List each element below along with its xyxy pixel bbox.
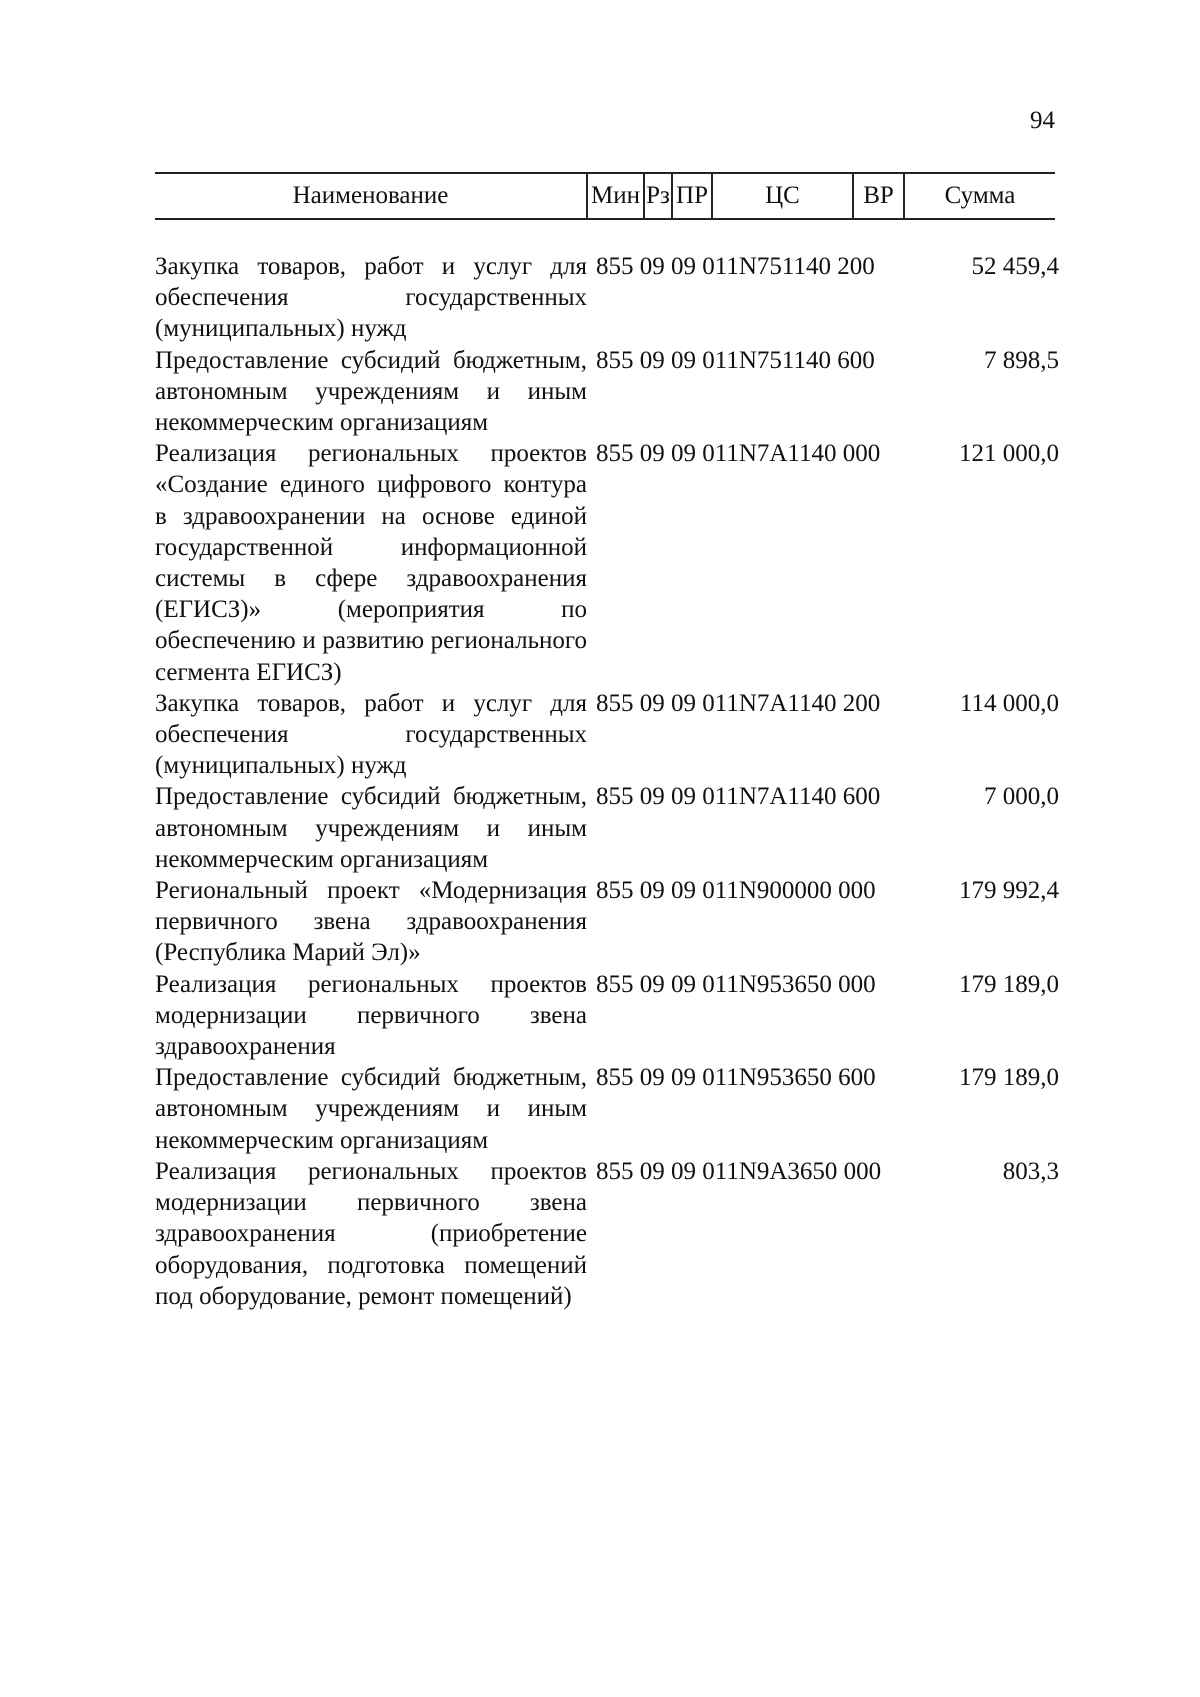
- row-name: Реализация региональных проектов модернизации первичного звена здравоохранения (приобретение оборудования, подготовка помещений под оборудование, ремонт помещений): [155, 1157, 587, 1310]
- table-row: [155, 688, 1065, 782]
- budget-table-body: [155, 251, 1065, 1312]
- header-cs: ЦС: [765, 182, 800, 209]
- row-name: Предоставление субсидий бюджетным, автономным учреждениям и иным некоммерческим организациям: [155, 1064, 587, 1154]
- table-row: [155, 1156, 1065, 1312]
- row-codes: 855 09 09 011N7A1140 200: [596, 689, 881, 717]
- header-rz: Рз: [646, 182, 670, 209]
- row-amount: 179 189,0: [959, 1064, 1059, 1092]
- header-min: Мин: [591, 182, 640, 209]
- row-name: Закупка товаров, работ и услуг для обеспечения государственных (муниципальных) нужд: [155, 253, 587, 343]
- page-number: 94: [1030, 107, 1055, 134]
- row-amount: 7 898,5: [984, 346, 1059, 374]
- row-codes: 855 09 09 011N953650 000: [596, 970, 876, 998]
- header-vr: ВР: [863, 182, 894, 209]
- row-amount: 179 992,4: [959, 877, 1059, 905]
- row-amount: 179 189,0: [959, 970, 1059, 998]
- header-pr: ПР: [676, 182, 708, 209]
- row-codes: 855 09 09 011N900000 000: [596, 877, 876, 905]
- row-amount: 803,3: [1002, 1157, 1059, 1185]
- row-codes: 855 09 09 011N751140 200: [596, 253, 875, 280]
- table-row: [155, 969, 1065, 1063]
- header-sum: Сумма: [944, 182, 1016, 209]
- row-name: Закупка товаров, работ и услуг для обеспечения государственных (муниципальных) нужд: [155, 689, 587, 780]
- row-codes: 855 09 09 011N7A1140 000: [596, 440, 881, 468]
- table-row: [155, 875, 1065, 969]
- table-row: [155, 251, 1065, 345]
- row-name: Реализация региональных проектов модернизации первичного звена здравоохранения: [155, 970, 587, 1061]
- row-amount: 52 459,4: [971, 253, 1059, 280]
- header-name: Наименование: [292, 182, 449, 209]
- row-codes: 855 09 09 011N751140 600: [596, 346, 875, 374]
- table-row: [155, 781, 1065, 875]
- row-codes: 855 09 09 011N9A3650 000: [596, 1157, 882, 1185]
- row-name: Реализация региональных проектов «Создание единого цифрового контура в здравоохранении на основе единой государственной информационной системы в сфере здравоохранения (ЕГИСЗ)» (мероприятия по обеспечению и развитию регионального сегмента ЕГИСЗ): [155, 440, 587, 686]
- table-header: [155, 172, 1055, 220]
- row-codes: 855 09 09 011N7A1140 600: [596, 783, 881, 811]
- table-row: [155, 438, 1065, 688]
- row-codes: 855 09 09 011N953650 600: [596, 1064, 876, 1092]
- row-amount: 121 000,0: [959, 440, 1059, 468]
- row-amount: 7 000,0: [984, 783, 1059, 811]
- row-name: Региональный проект «Модернизация первичного звена здравоохранения (Республика Марий Эл)»: [155, 877, 587, 967]
- row-name: Предоставление субсидий бюджетным, автономным учреждениям и иным некоммерческим организациям: [155, 783, 587, 873]
- table-row: [155, 345, 1065, 439]
- row-name: Предоставление субсидий бюджетным, автономным учреждениям и иным некоммерческим организациям: [155, 346, 587, 437]
- row-amount: 114 000,0: [959, 689, 1059, 717]
- table-row: [155, 1062, 1065, 1156]
